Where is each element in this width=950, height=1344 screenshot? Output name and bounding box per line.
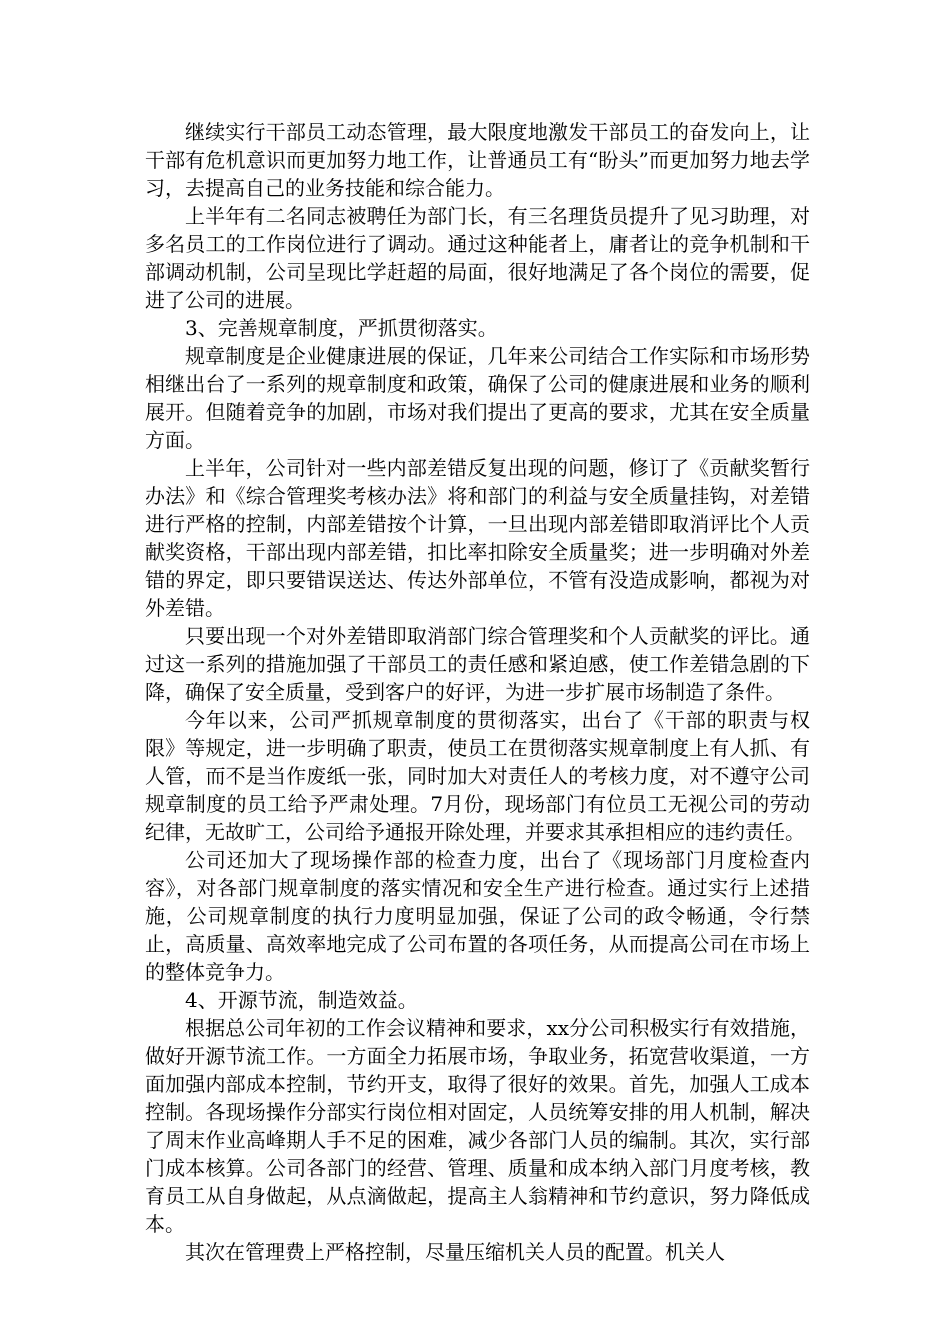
paragraph-first-half-promotions: 上半年有二名同志被聘任为部门长，有三名理货员提升了见习助理，对多名员工的工作岗位进行了调动。通过这种能者上，庸者让的竞争机制和干部调动机制，公司呈现比学赶超的局面，很好地满足了各个岗位的需要，促进了公司的进展。 (145, 204, 810, 312)
paragraph-cadre-dynamic-management: 继续实行干部员工动态管理，最大限度地激发干部员工的奋发向上，让干部有危机意识而更加努力地工作，让普通员工有“盼头”而更加努力地去学习，去提高自己的业务技能和综合能力。 (145, 120, 810, 200)
document-page (145, 118, 810, 1266)
paragraph-error-control: 上半年，公司针对一些内部差错反复出现的问题，修订了《贡献奖暂行办法》和《综合管理奖考核办法》将和部门的利益与安全质量挂钩，对差错进行严格的控制，内部差错按个计算，一旦出现内部差错即取消评比个人贡献奖资格，干部出现内部差错，扣比率扣除安全质量奖；进一步明确对外差错的界定，即只要错误送达、传达外部单位，不管有没造成影响，都视为对外差错。 (145, 456, 810, 620)
paragraph-external-error: 只要出现一个对外差错即取消部门综合管理奖和个人贡献奖的评比。通过这一系列的措施加强了干部员工的责任感和紧迫感，使工作差错急剧的下降，确保了安全质量，受到客户的好评，为进一步扩展市场制造了条件。 (145, 624, 810, 704)
paragraph-inspection: 公司还加大了现场操作部的检查力度，出台了《现场部门月度检查内容》，对各部门规章制度的落实情况和安全生产进行检查。通过实行上述措施，公司规章制度的执行力度明显加强，保证了公司的政令畅通，令行禁止，高质量、高效率地完成了公司布置的各项任务，从而提高公司在市场上的整体竞争力。 (145, 848, 810, 984)
paragraph-rules-enforcement: 今年以来，公司严抓规章制度的贯彻落实，出台了《干部的职责与权限》等规定，进一步明确了职责，使员工在贯彻落实规章制度上有人抓、有人管，而不是当作废纸一张，同时加大对责任人的考核力度，对不遵守公司规章制度的员工给予严肃处理。7月份，现场部门有位员工无视公司的劳动纪律，无故旷工，公司给予通报开除处理，并要求其承担相应的违约责任。 (145, 708, 810, 844)
section-heading-cost: 4、开源节流，制造效益。 (185, 988, 418, 1012)
paragraph-rules-guarantee: 规章制度是企业健康进展的保证，几年来公司结合工作实际和市场形势相继出台了一系列的规章制度和政策，确保了公司的健康进展和业务的顺利展开。但随着竞争的加剧，市场对我们提出了更高的要求，尤其在安全质量方面。 (145, 344, 810, 452)
section-heading-rules: 3、完善规章制度，严抓贯彻落实。 (185, 316, 498, 340)
paragraph-cost-control: 根据总公司年初的工作会议精神和要求，xx分公司积极实行有效措施，做好开源节流工作。一方面全力拓展市场，争取业务，拓宽营收渠道，一方面加强内部成本控制，节约开支，取得了很好的效果。首先，加强人工成本控制。各现场操作分部实行岗位相对固定，人员统筹安排的用人机制，解决了周末作业高峰期人手不足的困难，减少各部门人员的编制。其次，实行部门成本核算。公司各部门的经营、管理、质量和成本纳入部门月度考核，教育员工从自身做起，从点滴做起，提高主人翁精神和节约意识，努力降低成本。 (145, 1016, 810, 1236)
paragraph-admin-expense: 其次在管理费上严格控制，尽量压缩机关人员的配置。机关人 (185, 1240, 725, 1264)
